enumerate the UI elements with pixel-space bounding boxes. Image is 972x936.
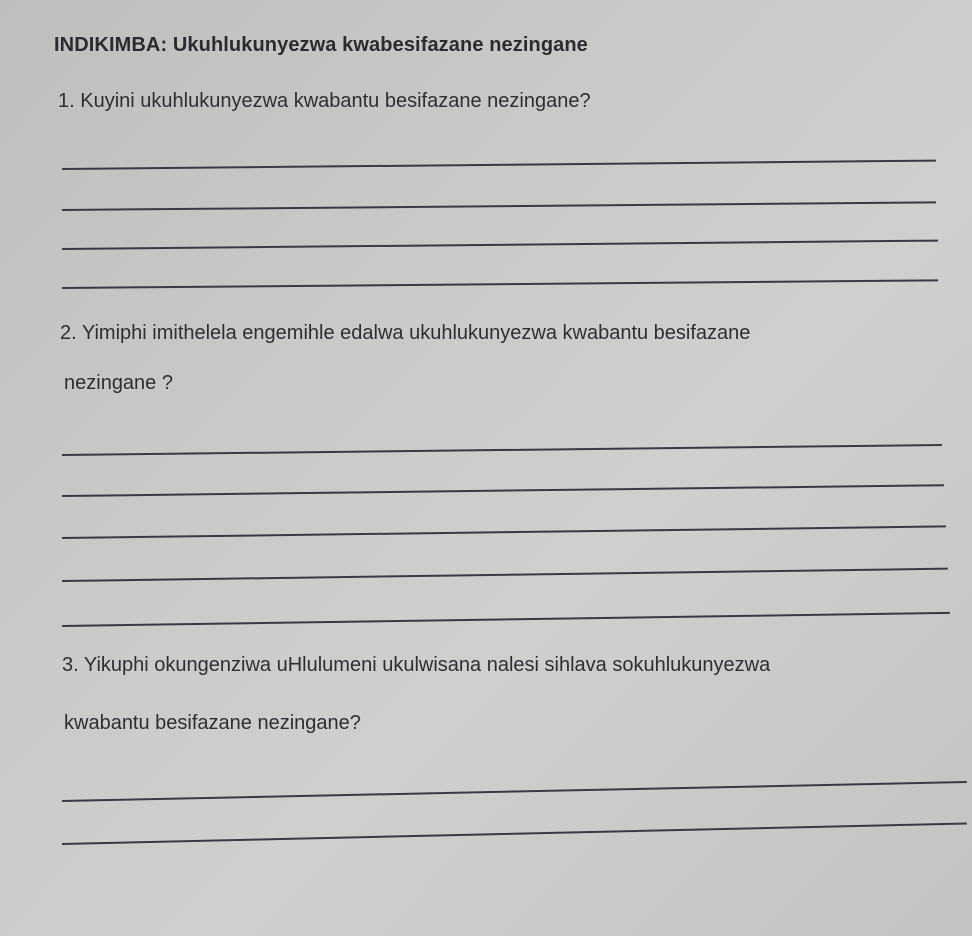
answer-line [62,484,944,497]
answer-line [62,525,946,539]
answer-line [62,781,967,802]
answer-line [62,612,950,627]
answer-line [62,444,942,456]
question-2-text-line-2: nezingane ? [64,372,173,394]
answer-line [62,279,938,289]
question-3-text-line-1: 3. Yikuphi okungenziwa uHlulumeni ukulwisana nalesi sihlava sokuhlukunyezwa [62,654,771,676]
answer-line [62,568,948,582]
question-3-text-line-2: kwabantu besifazane nezingane? [64,712,361,734]
answer-line [62,240,938,250]
answer-line [62,201,936,211]
question-2-text-line-1: 2. Yimiphi imithelela engemihle edalwa ukuhlukunyezwa kwabantu besifazane [60,322,751,344]
answer-line [62,160,936,170]
worksheet-title: INDIKIMBA: Ukuhlukunyezwa kwabesifazane nezingane [54,34,588,56]
answer-line [62,822,967,845]
question-1-text: 1. Kuyini ukuhlukunyezwa kwabantu besifazane nezingane? [58,90,591,112]
